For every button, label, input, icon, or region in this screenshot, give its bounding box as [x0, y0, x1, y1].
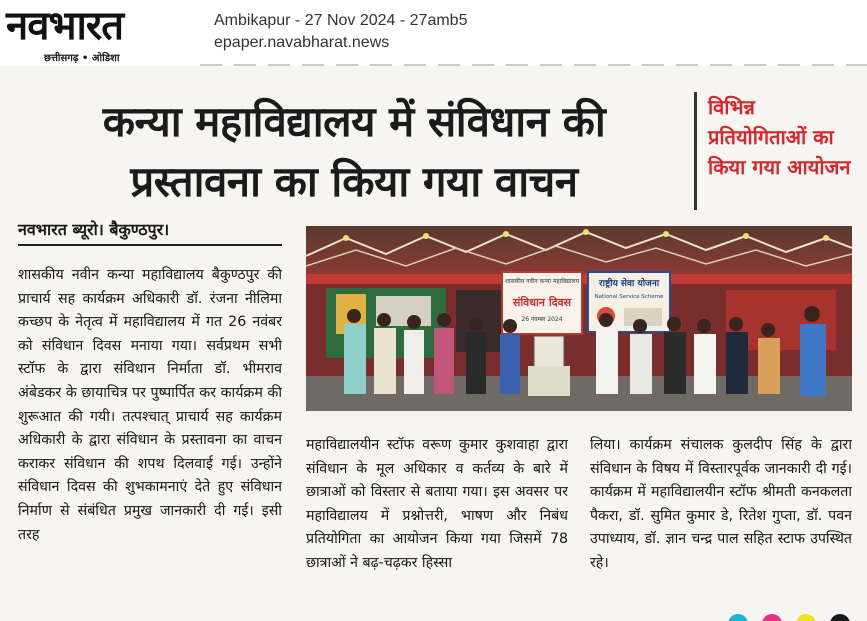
edition-info — [214, 10, 467, 54]
registration-marks — [700, 614, 860, 621]
logo-wordmark: नवभारत — [6, 3, 124, 49]
banner-right-title: राष्ट्रीय सेवा योजना — [598, 279, 660, 289]
article-column-1: शासकीय नवीन कन्या महाविद्यालय बैकुण्ठपुर की प्राचार्य सह कार्यक्रम अधिकारी डॉ. रंजना नीलिमा कच्छप के नेतृत्व में महाविद्यालय में गत 26 नवंबर को संविधान दिवस मनाया गया। सर्वप्रथम सभी स्टॉफ के द्वारा संविधान निर्माता डॉ. भीमराव अंबेडकर के छायाचित्र पर पुष्पार्पित कर कार्यक्रम की शुरूआत की गयी। तत्पश्चात् प्राचार्य सह कार्यक्रम अधिकारी के द्वारा संविधान के प्रस्तावना का वाचन कराकर संविधान की शपथ दिलवाई गई। उन्होंने संविधान दिवस की शुभकामनाएं देते हुए संविधान निर्माण से संबंधित प्रमुख जानकारी दी गई। इसी तरह — [18, 267, 282, 543]
banner-right-subtitle: National Service Scheme — [594, 294, 664, 300]
article-photo — [306, 226, 852, 411]
photo-scene — [306, 226, 852, 411]
logo[interactable] — [0, 0, 200, 66]
edition-line: Ambikapur - 27 Nov 2024 - 27amb5 — [214, 12, 468, 29]
headline-line-2: प्रस्तावना का किया गया वाचन — [130, 157, 578, 206]
headline-line-1: कन्या महाविद्यालय में संविधान की — [102, 97, 606, 146]
masthead — [0, 0, 867, 66]
article-subhead: विभिन्न प्रतियोगिताओं का किया गया आयोजन — [708, 95, 851, 179]
article-headline — [22, 92, 686, 212]
article-column-2: महाविद्यालयीन स्टॉफ वरूण कुमार कुशवाहा द्वारा संविधान के मूल अधिकार व कर्तव्य के बारे में छात्राओं को विस्तार से बताया गया। इस अवसर पर महाविद्यालय में प्रश्नोत्तरी, भाषण और निबंध प्रतियोगिता का आयोजन किया गया जिसमें 78 छात्राओं ने बढ़-चढ़कर हिस्सा — [306, 437, 568, 571]
epaper-url[interactable]: epaper.navabharat.news — [214, 34, 390, 51]
cyan-registration-mark — [728, 614, 748, 621]
yellow-registration-mark — [796, 614, 816, 621]
magenta-registration-mark — [762, 614, 782, 621]
article-column-3: लिया। कार्यक्रम संचालक कुलदीप सिंह के द्वारा संविधान के विषय में विस्तारपूर्वक जानकारी दी गई। कार्यक्रम में महाविद्यालयीन स्टॉफ श्रीमती कनकलता पैकरा, डॉ. सुमित कुमार डे, रितेश गुप्ता, डॉ. पवन उपाध्याय, डॉ. ज्ञान चन्द्र पाल सहित स्टाफ उपस्थित रहे। — [590, 437, 852, 571]
subhead-divider — [694, 92, 697, 210]
article-byline: नवभारत ब्यूरो। बैकुण्ठपुर। — [18, 220, 170, 239]
banner-left-title: संविधान दिवस — [512, 296, 572, 309]
logo-subtext: छत्तीसगढ़ • ओडिशा — [44, 53, 120, 64]
banner-left-date: 26 नवम्बर 2024 — [521, 316, 563, 323]
banner-left-header: शासकीय नवीन कन्या महाविद्यालय — [504, 278, 580, 285]
black-registration-mark — [830, 614, 850, 621]
byline-divider — [18, 244, 282, 246]
